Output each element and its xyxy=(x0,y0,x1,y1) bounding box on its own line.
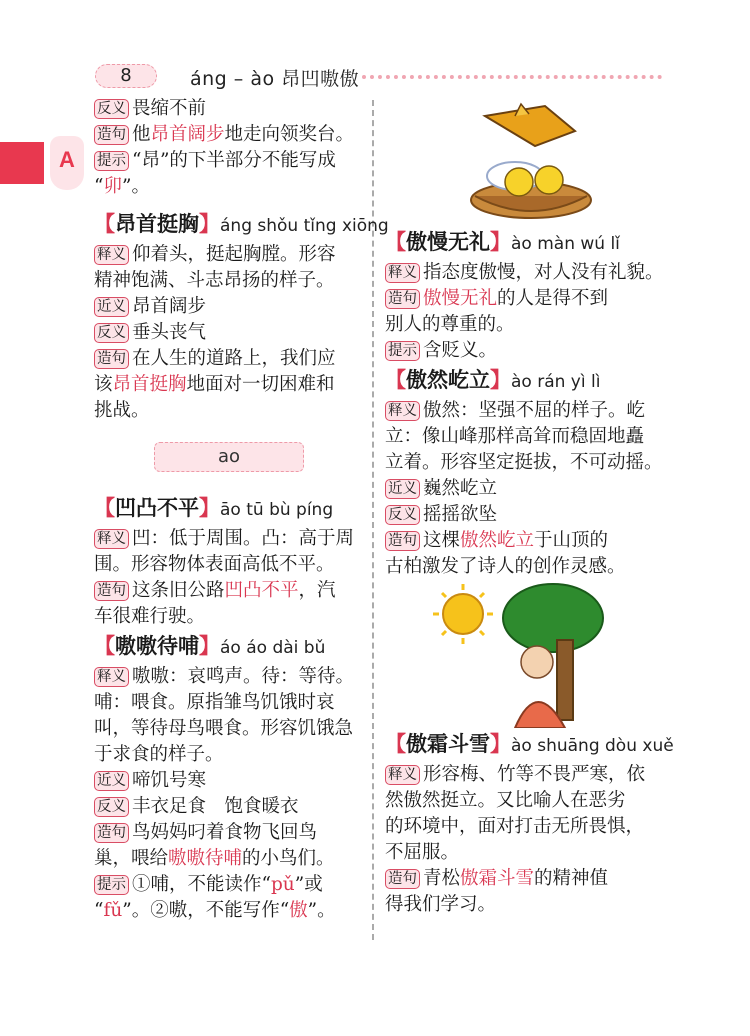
entry-heading: 【凹凸不平】āo tū bù píng xyxy=(94,495,334,520)
page-number: 8 xyxy=(95,64,157,88)
hint-line: 提示 ①哺，不能读作“pǔ”或 xyxy=(94,872,378,898)
meaning-line: 释义 形容梅、竹等不畏严寒，依 xyxy=(385,762,675,788)
antonym-line: 反义 丰衣足食 饱食暖衣 xyxy=(94,794,378,820)
section-heading: ao xyxy=(154,442,304,472)
example-line: 造句 这条旧公路凹凸不平，汽 xyxy=(94,578,378,604)
entry-heading: 【傲慢无礼】ào màn wú lǐ xyxy=(385,229,620,254)
side-index-letter: A xyxy=(50,136,84,190)
meaning-line: 释义 凹：低于周围。凸：高于周 xyxy=(94,526,378,552)
example-line: 造句 鸟妈妈叼着食物飞回鸟 xyxy=(94,820,378,846)
entry-heading: 【傲霜斗雪】ào shuāng dòu xuě xyxy=(385,731,674,756)
synonym-line: 近义 啼饥号寒 xyxy=(94,768,378,794)
antonym-line: 反义 摇摇欲坠 xyxy=(385,502,675,528)
side-index-tab xyxy=(0,142,44,184)
birds-nest-illustration xyxy=(455,96,605,226)
entry-heading: 【傲然屹立】ào rán yì lì xyxy=(385,367,601,392)
example-line: 造句 在人生的道路上，我们应 xyxy=(94,346,378,372)
synonym-line: 近义 巍然屹立 xyxy=(385,476,675,502)
hint-line: 提示 含贬义。 xyxy=(385,338,675,364)
hint-line-cont: “卯”。 xyxy=(94,176,150,197)
entry-heading: 【嗷嗷待哺】áo áo dài bǔ xyxy=(94,633,326,658)
example-line: 造句 傲慢无礼的人是得不到 xyxy=(385,286,675,312)
example-line: 造句 他昂首阔步地走向领奖台。 xyxy=(94,122,378,148)
entry-heading: 【昂首挺胸】áng shǒu tǐng xiōng xyxy=(94,211,389,236)
antonym-line: 反义 垂头丧气 xyxy=(94,320,378,346)
header-dotted-rule xyxy=(362,75,662,79)
meaning-line: 释义 指态度傲慢，对人没有礼貌。 xyxy=(385,260,675,286)
left-column: 反义 畏缩不前 造句 他昂首阔步地走向领奖台。 提示 “昂”的下半部分不能写成 “卯”。 【昂首挺胸】áng shǒu tǐng xiōng 释义 仰着头，挺起胸膛。形容 精神饱满、斗志昂扬的样子。 近义 昂首阔步 反义 垂头丧气 造句 在人生的道路上，我们应 该昂首挺胸地面对一切困难和 挑战。 ao 【凹凸不平】āo tū bù píng 释义 凹：低于周围。凸：高于周 围。形容物体表面高低不平。 造句 这条旧公路凹凸不平，汽 车很难行驶。 【嗷嗷待哺】áo áo dài bǔ 释义 嗷嗷：哀鸣声。待：等待。 哺：喂食。原指雏鸟饥饿时哀 叫，等待母鸟喂食。形容饥饿急 于求食的样子。 近义 啼饥号寒 反义 丰衣足食 饱食暖衣 造句 鸟妈妈叼着食物飞回鸟 巢，喂给嗷嗷待哺的小鸟们。 提示 ①哺，不能读作“pǔ”或 “fǔ”。②嗷，不能写作“傲”。 xyxy=(94,98,389,921)
meaning-line: 释义 嗷嗷：哀鸣声。待：等待。 xyxy=(94,664,378,690)
example-line: 造句 这棵傲然屹立于山顶的 xyxy=(385,528,675,554)
meaning-line: 释义 傲然：坚强不屈的样子。屹 xyxy=(385,398,675,424)
poet-under-sun-illustration xyxy=(425,580,605,728)
synonym-line: 近义 昂首阔步 xyxy=(94,294,378,320)
hint-tag: 提示 xyxy=(94,151,129,171)
antonym-line: 反义 畏缩不前 xyxy=(94,96,378,122)
header-title: áng – ào 昂凹嗷傲 xyxy=(190,68,360,90)
meaning-line: 释义 仰着头，挺起胸膛。形容 xyxy=(94,242,378,268)
right-column: 【傲慢无礼】ào màn wú lǐ 释义 指态度傲慢，对人没有礼貌。 造句 傲慢无礼的人是得不到 别人的尊重的。 提示 含贬义。 【傲然屹立】ào rán yì lì 释义 傲然：坚强不屈的样子。屹 立：像山峰那样高耸而稳固地矗 立着。形容坚定挺拔，不可动摇。 近义 巍然屹立 反义 摇摇欲坠 造句 这棵傲然屹立于山顶的 古柏激发了诗人的创作灵感。 【傲霜斗雪】ào shuāng dòu xuě 释义 形容梅、竹等不畏严寒，依 然傲然挺立。又比喻人在恶劣 的环境中，面对打击无所畏惧， 不屈服。 造句 青松傲霜斗雪的精神值 得我们学习。 xyxy=(385,96,675,918)
antonym-tag: 反义 xyxy=(94,99,129,119)
example-tag: 造句 xyxy=(94,125,129,145)
example-line: 造句 青松傲霜斗雪的精神值 xyxy=(385,866,675,892)
hint-line: 提示 “昂”的下半部分不能写成 xyxy=(94,148,378,174)
